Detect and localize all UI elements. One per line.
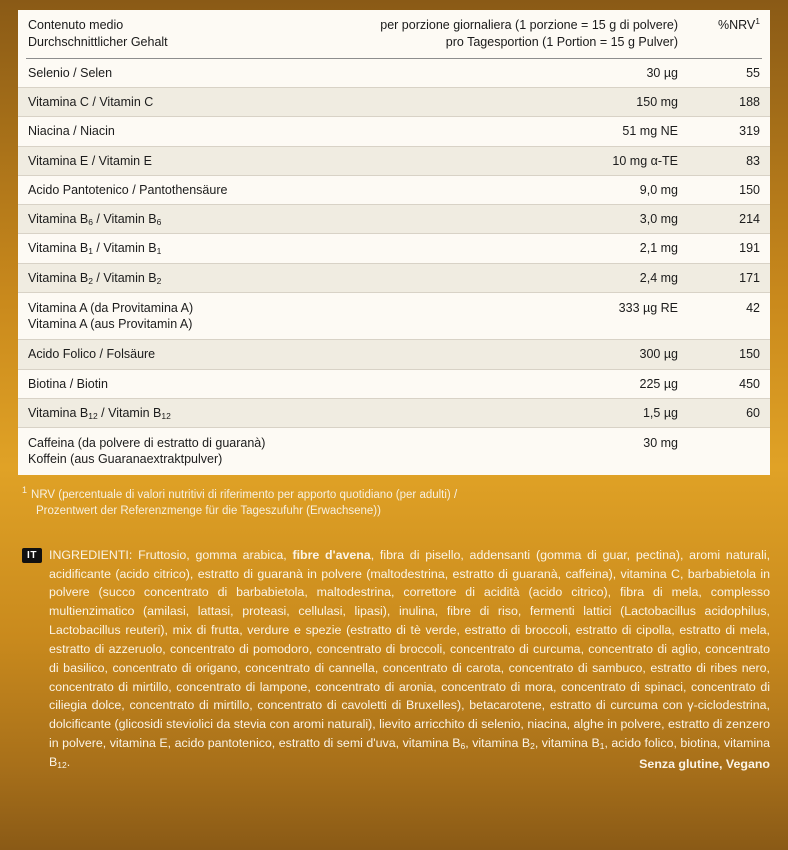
subscript: 12 (57, 759, 67, 770)
table-row (18, 88, 770, 117)
footnote-line-it: NRV (percentuale di valori nutritivi di riferimento per apporto quotidiano (per adulti) / (31, 488, 458, 501)
nutrient-amount: 2,1 mg (368, 234, 688, 263)
nutrient-nrv: 150 (688, 340, 770, 369)
nutrient-nrv: 319 (688, 117, 770, 146)
subscript: 2 (530, 741, 535, 752)
nutrient-name: Vitamina E / Vitamin E (18, 146, 368, 175)
claim-wrap (49, 755, 770, 774)
nutrient-nrv: 150 (688, 175, 770, 204)
nutrient-name (18, 292, 368, 340)
table-row (18, 263, 770, 292)
ingredients-text (49, 546, 770, 774)
nutrient-nrv: 42 (688, 292, 770, 340)
nutrient-nrv: 171 (688, 263, 770, 292)
ingredients-text-end: . (66, 754, 71, 769)
nutrient-nrv: 191 (688, 234, 770, 263)
nutrient-amount: 225 µg (368, 369, 688, 398)
nutrient-name: Selenio / Selen (18, 59, 368, 88)
nutrient-name: Vitamina C / Vitamin C (18, 88, 368, 117)
table-row (18, 175, 770, 204)
table-row (18, 146, 770, 175)
nutrient-name: Acido Folico / Folsäure (18, 340, 368, 369)
nutrient-amount: 150 mg (368, 88, 688, 117)
subscript: 6 (460, 741, 466, 752)
nutrient-amount: 10 mg α-TE (368, 146, 688, 175)
nutrient-name-it: Vitamina A (da Provitamina A) (28, 300, 194, 315)
subscript: 12 (161, 410, 171, 421)
nutrient-nrv: 214 (688, 205, 770, 234)
nutrient-name: Acido Pantotenico / Pantothensäure (18, 175, 368, 204)
subscript: 1 (88, 246, 93, 257)
ingredients-label: INGREDIENTI: (49, 547, 133, 562)
table-row (18, 369, 770, 398)
ingredients-section (18, 546, 770, 774)
nutrient-amount: 3,0 mg (368, 205, 688, 234)
nutrient-amount: 300 µg (368, 340, 688, 369)
nutrient-name-it: Caffeina (da polvere di estratto di guaranà) (28, 436, 266, 450)
table-row (18, 340, 770, 369)
nutrient-name-de: Vitamina A (aus Provitamin A) (28, 317, 193, 331)
nutrient-amount: 30 µg (368, 59, 688, 88)
subscript: 12 (88, 410, 98, 421)
table-row (18, 59, 770, 88)
dietary-claim: Senza glutine, Vegano (639, 756, 770, 771)
nutrient-name: Niacina / Niacin (18, 117, 368, 146)
nutrient-nrv: 188 (688, 88, 770, 117)
header-nrv-footnote-mark: 1 (755, 16, 760, 26)
header-average-content-de: Durchschnittlicher Gehalt (28, 34, 168, 49)
nutrient-amount: 30 mg (643, 436, 678, 450)
ingredients-highlight: fibre d'avena (292, 547, 371, 562)
nutrient-amount: 2,4 mg (368, 263, 688, 292)
nutrient-amount: 9,0 mg (368, 175, 688, 204)
subscript: 6 (88, 217, 93, 227)
header-per-portion-it: per porzione giornaliera (1 porzione = 15 g di polvere) (380, 18, 678, 32)
footnote-line-de: Prozentwert der Referenzmenge für die Tageszufuhr (Erwachsene)) (36, 505, 381, 517)
table-row (18, 205, 770, 234)
table-row (18, 428, 770, 475)
header-per-portion-de: pro Tagesportion (1 Portion = 15 g Pulver) (445, 34, 678, 49)
nutrient-name-de: Koffein (aus Guaranaextraktpulver) (28, 452, 223, 467)
header-average-content-it: Contenuto medio (28, 18, 124, 32)
ingredients-text-part-4: , vitamina B (534, 736, 600, 751)
ingredients-text-part-5: , acido folico, biotina, vitamina B (49, 736, 771, 769)
ingredients-text-part-1: Fruttosio, gomma arabica, (132, 547, 293, 562)
nutrient-name (18, 428, 368, 475)
subscript: 1 (156, 246, 162, 257)
ingredients-text-part-3: , vitamina B (465, 736, 531, 751)
table-row (18, 117, 770, 146)
nutrient-nrv: 83 (688, 146, 770, 175)
footnote-mark: 1 (22, 484, 28, 495)
nutrient-amount: 333 µg RE (368, 292, 688, 340)
nutrient-amount: 1,5 µg (368, 398, 688, 427)
nutrient-name: Vitamina $B_{12}$ / Vitamin $B_{12}$ (18, 398, 368, 427)
table-row (18, 398, 770, 427)
language-badge-it: IT (22, 548, 42, 563)
nutrient-amount: 51 mg NE (368, 117, 688, 146)
table-row (18, 234, 770, 263)
nutrient-nrv: 60 (688, 398, 770, 427)
header-average-content (18, 10, 368, 58)
nrv-footnote (18, 484, 770, 520)
subscript: 1 (599, 741, 605, 752)
header-nrv (688, 10, 770, 58)
nutrient-nrv (688, 428, 770, 475)
nutrient-name: Vitamina $B_1$ / Vitamin $B_1$ (18, 234, 368, 263)
nutrient-nrv: 55 (688, 59, 770, 88)
nutrition-table (18, 10, 770, 475)
nutrient-nrv: 450 (688, 369, 770, 398)
subscript: 2 (88, 275, 93, 286)
nutrient-name: Vitamina $B_6$ / Vitamin $B_6$ (18, 205, 368, 234)
table-header-row (18, 10, 770, 58)
nutrition-table-body (18, 10, 770, 475)
nutrient-name: Vitamina $B_2$ / Vitamin $B_2$ (18, 263, 368, 292)
header-per-portion (368, 10, 688, 58)
nutrient-name: Biotina / Biotin (18, 369, 368, 398)
ingredients-text-part-2: , fibra di pisello, addensanti (gomma di guar, pectina), aromi naturali, acidificante (acido citrico), estratto di guaranà in polvere (maltodestrina, estratto di guaranà, caffeina), vitamina C, barbabietola in polvere (succo concentrato di barbabietola, maltodestrina, correttore di acidità (acido citrico), fibra di mela, complesso multienzimatico (amilasi, lattasi, proteasi, cellulasi, lipasi), inulina, fibre di riso, fermenti lattici (Lactobacillus acidophilus, Lactobacillus reuteri), mix di frutta, verdure e spezie (estratto di tè verde, estratto di broccoli, estratto di cipolla, estratto di mela, estratto di azzeruolo, concentrato di pomodoro, concentrato di broccoli, concentrato di curcuma, concentrato di aglio, concentrato di basilico, concentrato di origano, concentrato di cannella, concentrato di carota, concentrato di sambuco, estratto di ribes nero, concentrato di mirtillo, concentrato di lampone, concentrato di aronia, concentrato di mora, concentrato di spinaci, concentrato di ciliegia dolce, concentrato di mirtillo, concentrato di cavoletti di Bruxelles), betacarotene, estratto di curcuma con γ-ciclodestrina, dolcificante (glicosidi steviolici da stevia con aromi naturali), lievito arricchito di selenio, niacina, alghe in polvere, estratto di zenzero in polvere, vitamina E, acido pantotenico, estratto di semi d'uva, vitamina B (49, 547, 771, 751)
subscript: 6 (156, 217, 162, 227)
header-nrv-label: %NRV (717, 18, 756, 32)
table-row (18, 292, 770, 340)
subscript: 2 (156, 275, 162, 286)
